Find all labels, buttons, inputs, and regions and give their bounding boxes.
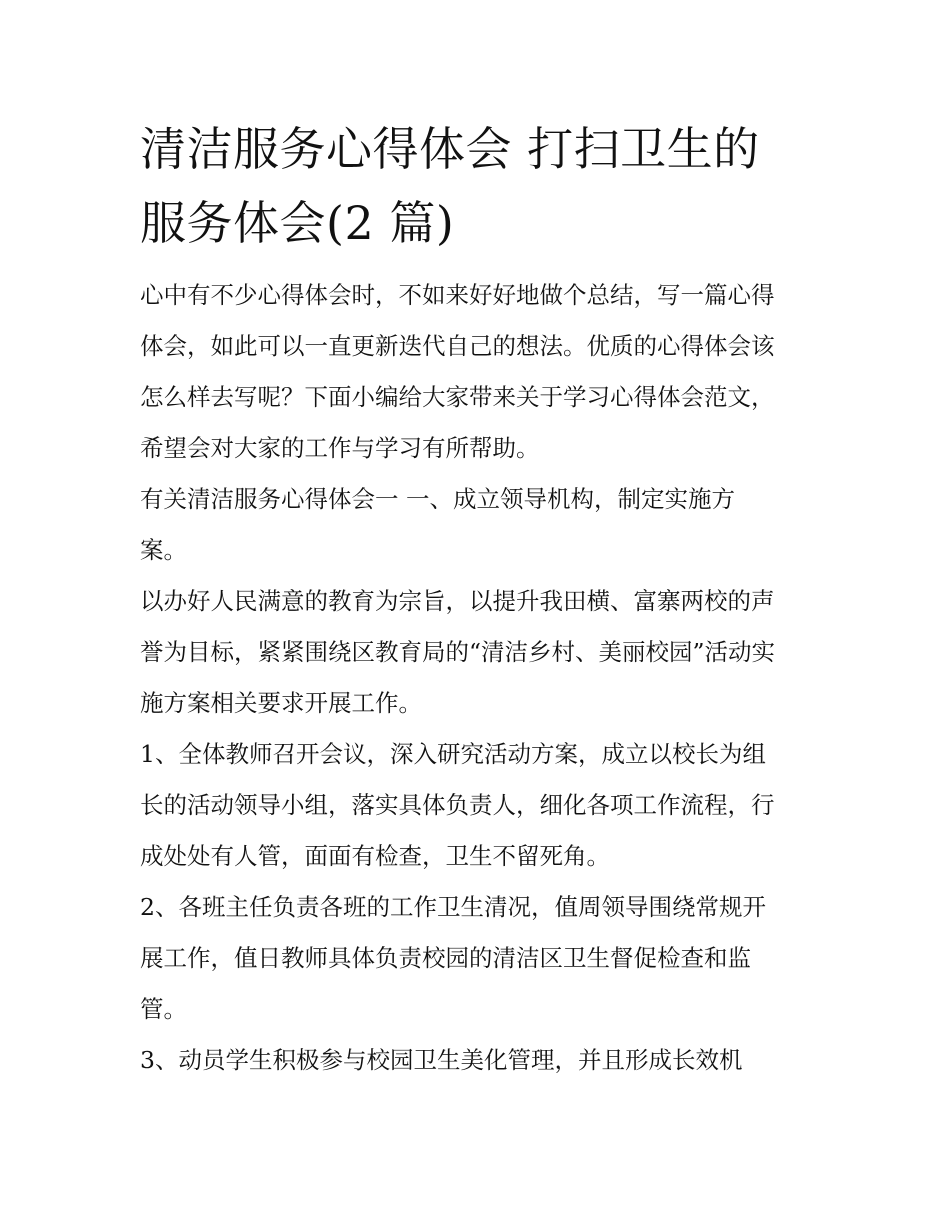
text-line: 展工作，值日教师具体负责校园的清洁区卫生督促检查和监	[140, 944, 751, 972]
paragraph	[140, 270, 812, 474]
text-line: 希望会对大家的工作与学习有所帮助。	[140, 434, 540, 462]
text-line: 怎么样去写呢？下面小编给大家带来关于学习心得体会范文，	[140, 383, 775, 411]
paragraph	[140, 474, 812, 576]
text-line: 成处处有人管，面面有检查，卫生不留死角。	[140, 842, 610, 870]
document-title	[140, 112, 812, 260]
text-line: 心中有不少心得体会时，不如来好好地做个总结，写一篇心得	[140, 281, 775, 309]
text-line: 1、全体教师召开会议，深入研究活动方案，成立以校长为组	[140, 740, 766, 768]
paragraph	[140, 729, 812, 882]
text-line: 2、各班主任负责各班的工作卫生清况，值周领导围绕常规开	[140, 893, 766, 921]
paragraph	[140, 882, 812, 1035]
text-line: 有关清洁服务心得体会一 一、成立领导机构，制定实施方	[140, 485, 735, 513]
text-line: 长的活动领导小组，落实具体负责人，细化各项工作流程，行	[140, 791, 775, 819]
text-line: 以办好人民满意的教育为宗旨，以提升我田横、富寨两校的声	[140, 587, 775, 615]
text-line: 3、动员学生积极参与校园卫生美化管理，并且形成长效机	[140, 1046, 743, 1074]
title-line: 服务体会(2 篇)	[140, 196, 455, 250]
text-line: 体会，如此可以一直更新迭代自己的想法。优质的心得体会该	[140, 332, 775, 360]
text-line: 管。	[140, 995, 187, 1023]
paragraph	[140, 576, 812, 729]
text-line: 誉为目标，紧紧围绕区教育局的“清洁乡村、美丽校园”活动实	[140, 638, 776, 666]
text-line: 案。	[140, 536, 187, 564]
document-content	[140, 112, 812, 1086]
text-line: 施方案相关要求开展工作。	[140, 689, 422, 717]
paragraph	[140, 1035, 812, 1086]
title-line: 清洁服务心得体会 打扫卫生的	[140, 122, 760, 176]
document-body	[140, 270, 812, 1086]
